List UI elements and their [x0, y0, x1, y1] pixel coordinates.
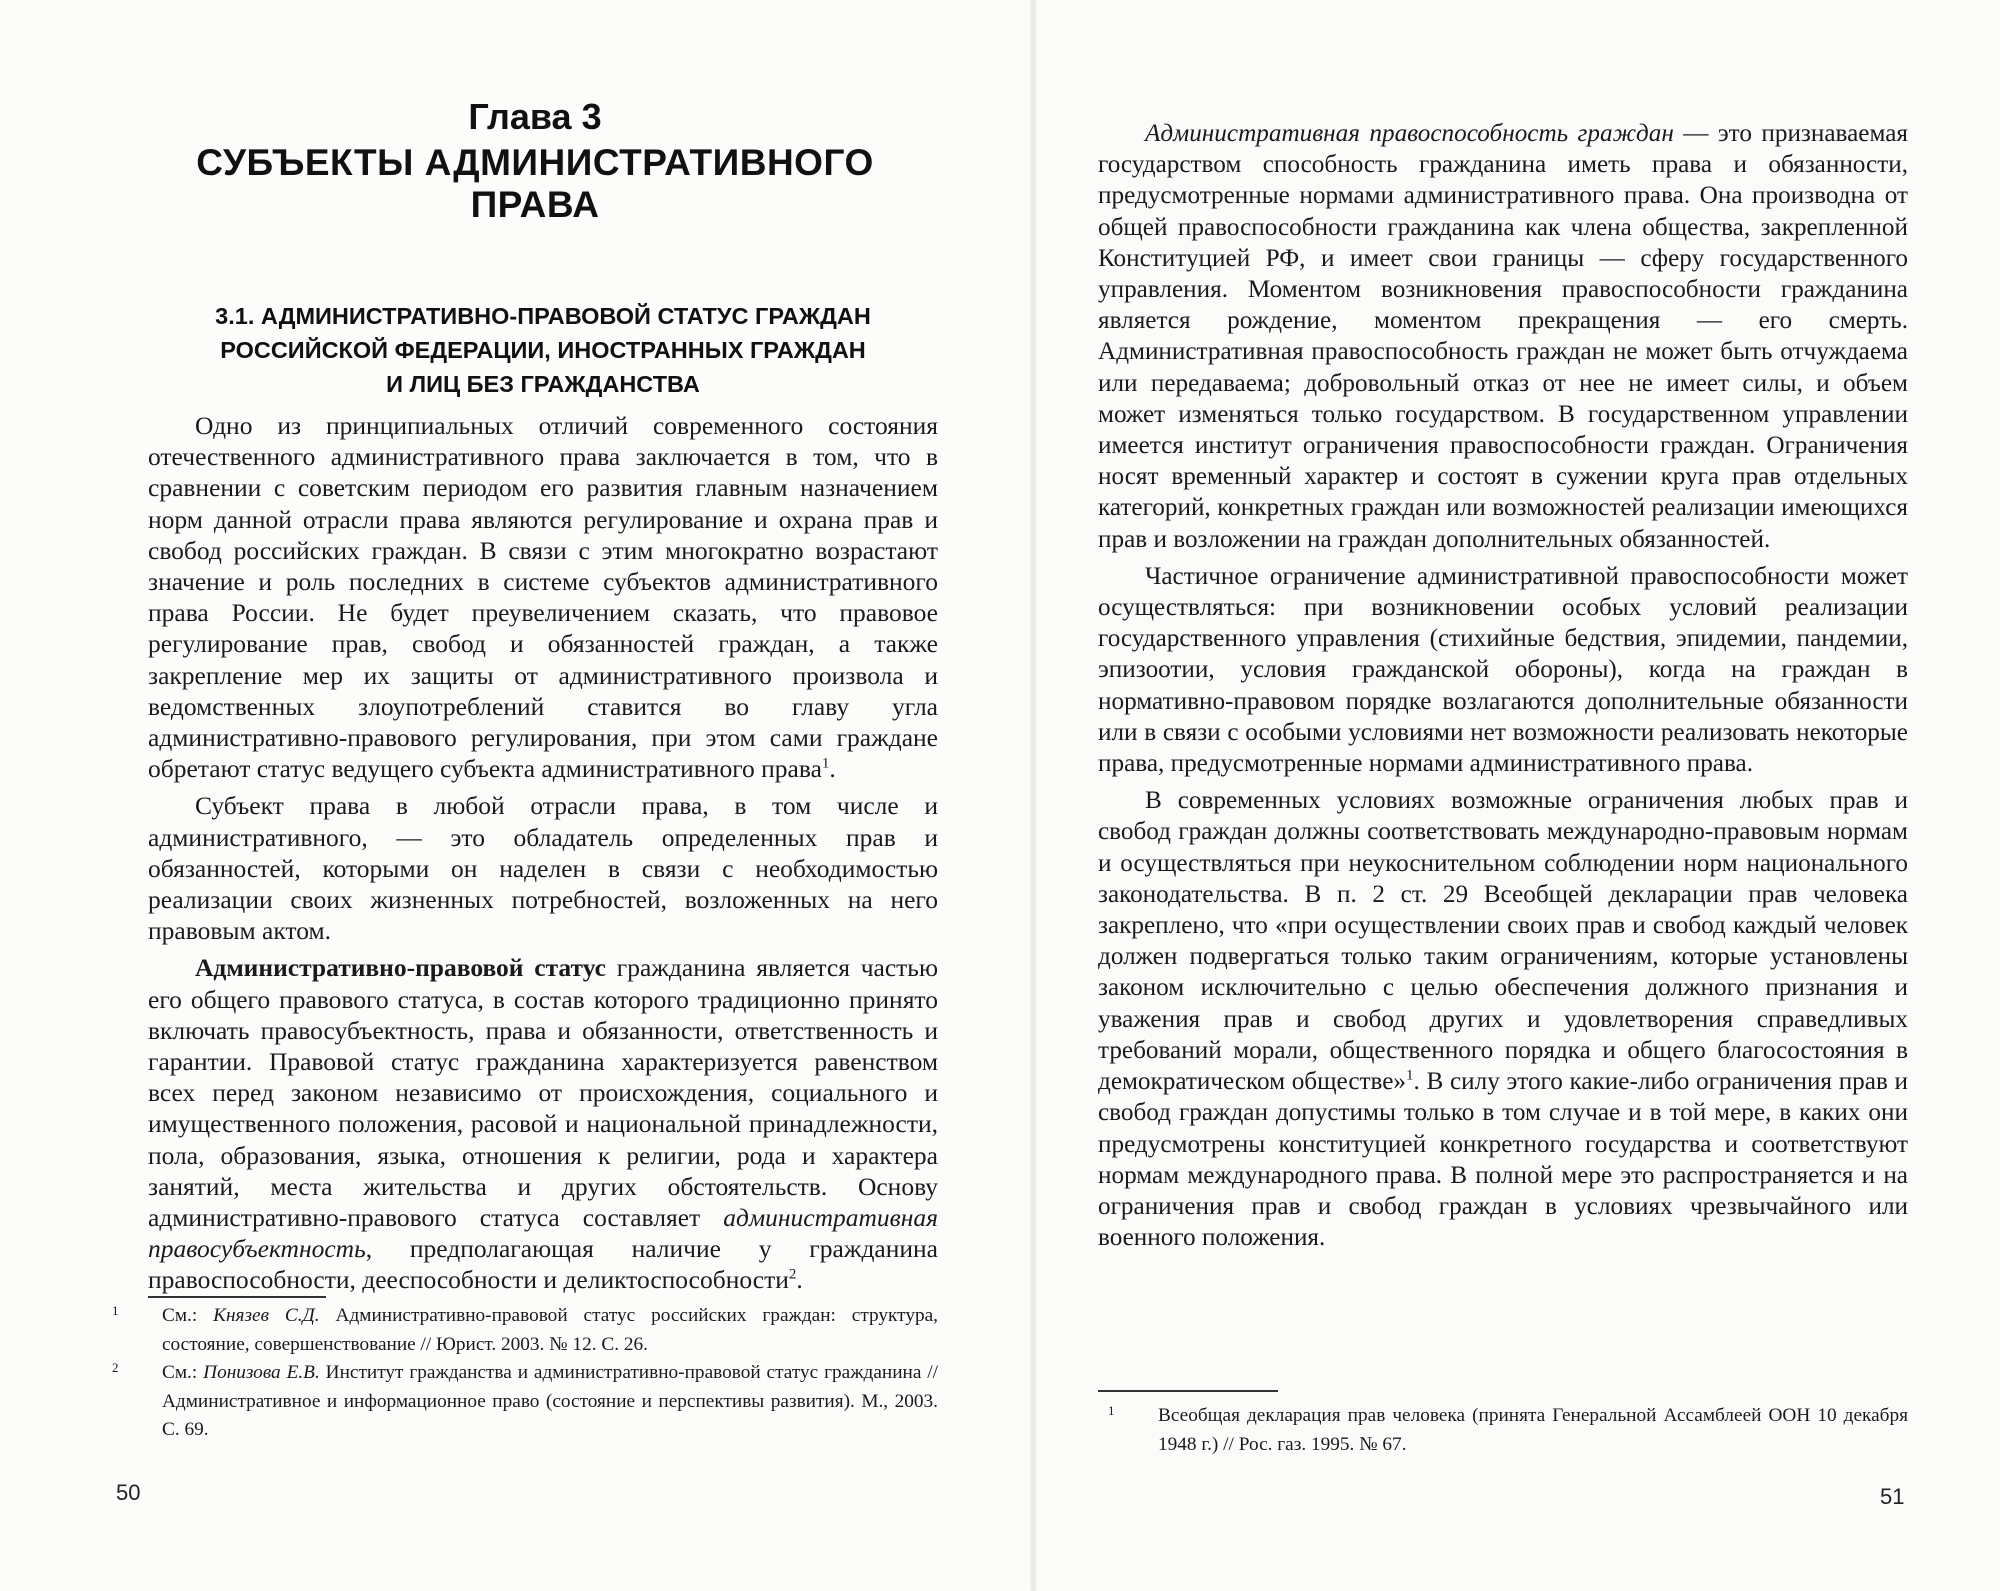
- footnote-number: 1: [112, 1303, 119, 1318]
- right-body-text: [1098, 118, 1908, 1253]
- footnote: [112, 1302, 938, 1359]
- footnote-separator: [148, 1296, 326, 1298]
- paragraph: Частичное ограничение административной правоспособности может осуществляться: при возникновении особых условий реализации государственного управления (стихийные бедствия, эпидемии, пандемии, эпизоотии, условия гражданской обороны), когда на граждан в нормативно-правовом порядке возлагаются дополнительные обязанности или в связи с особыми условиями нет возможности реализовать некоторые права, предусмотренные нормами административного права.: [1098, 562, 1908, 778]
- footnote-text: Всеобщая декларация прав человека (принята Генеральной Ассамблеей ООН 10 декабря 1948 г.) // Рос. газ. 1995. № 67.: [1158, 1405, 1908, 1455]
- footnote-text: См.: Князев С.Д. Административно-правовой статус российских граждан: структура, состояние, совершенствование // Юрист. 2003. № 12. С. 26.: [162, 1305, 938, 1355]
- footnote-author: Понизова Е.В.: [203, 1362, 320, 1383]
- paragraph: [1098, 118, 1908, 555]
- paragraph: Субъект права в любой отрасли права, в том числе и административного, — это обладатель определенных прав и обязанностей, которыми он наделен в связи с необходимостью реализации своих жизненных потребностей, возложенных на него правовым актом.: [148, 791, 938, 946]
- footnotes: [1108, 1402, 1908, 1459]
- footnote: [1108, 1402, 1908, 1459]
- section-title-line: 3.1. АДМИНИСТРАТИВНО-ПРАВОВОЙ СТАТУС ГРАЖДАН: [215, 303, 871, 329]
- footnote-author: Князев С.Д.: [213, 1305, 320, 1326]
- paragraph-text: Одно из принципиальных отличий современного состояния отечественного административного права заключается в том, что в сравнении с советским периодом его развития главным назначением норм данной отрасли права являются регулирование и охрана прав и свобод российских граждан. В связи с этим многократно возрастают значение и роль последних в системе субъектов административного права России. Не будет преувеличением сказать, что правовое регулирование прав, свобод и обязанностей граждан, а также закрепление мер их защиты от административного произвола и ведомственных злоупотреблений ставится во главу угла административно-правового регулирования, при этом сами граждане обретают статус ведущего субъекта административного права: [148, 411, 938, 784]
- paragraph: [1098, 785, 1908, 1253]
- footnote-ref: 1: [821, 755, 830, 772]
- page-number: 51: [1880, 1484, 1905, 1509]
- section-title-line: И ЛИЦ БЕЗ ГРАЖДАНСТВА: [386, 371, 700, 397]
- paragraph: Административно-правовой статус гражданина является частью его общего правового статуса, в состав которого традиционно принято включать правосубъектность, права и обязанности, ответственность и гарантии. Правовой статус гражданина характеризуется равенством всех перед законом независимо от происхождения, социального и имущественного положения, расовой и национальной принадлежности, пола, образования, языка, отношения к религии, рода и характера занятий, места жительства и других обстоятельств. Основу административно-правового статуса составляет административная правосубъектность, предполагающая наличие у гражданина правоспособности, дееспособности и деликтоспособности$^2$.: [148, 953, 938, 1295]
- page-number: 50: [116, 1480, 141, 1505]
- chapter-label: Глава 3: [468, 96, 602, 137]
- paragraph-text: — это признаваемая государством способность гражданина иметь права и обязанности, предусмотренные нормами административного права. Она производна от общей правоспособности гражданина как члена общества, закрепленной Конституцией РФ, и имеет свои границы — сферу государственного управления. Моментом возникновения правоспособности гражданина является рождение, моментом прекращения — его смерть. Административная правоспособность граждан не может быть отчуждаема или передаваема; добровольный отказ от нее не имеет силы, и объем может изменяться только государством. В государственном управлении имеется институт ограничения правоспособности граждан. Ограничения носят временный характер и состоят в сужении круга прав отдельных категорий, конкретных граждан или возможностей реализации имеющихся прав и возложении на граждан дополнительных обязанностей.: [1098, 120, 1908, 553]
- paragraph-text: гражданина является частью его общего правового статуса, в состав которого традиционно принято включать правосубъектность, права и обязанности, ответственность и гарантии. Правовой статус гражданина характеризуется равенством всех перед законом независимо от происхождения, социального и имущественного положения, расовой и национальной принадлежности, пола, образования, языка, отношения к религии, рода и характера занятий, места жительства и других обстоятельств. Основу административно-правового статуса составляет: [148, 953, 938, 1233]
- footnote-number: 2: [112, 1360, 119, 1375]
- footnotes: [112, 1302, 938, 1445]
- section-title: [148, 299, 938, 401]
- footnote-separator: [1098, 1390, 1278, 1392]
- footnote-text: См.: Понизова Е.В. Институт гражданства и административно-правовой статус гражданина // Административное и информационное право (состояние и перспективы развития). М., 2003. С. 69.: [162, 1362, 939, 1440]
- paragraph-text: В современных условиях возможные ограничения любых прав и свобод граждан должны соответствовать международно-правовым нормам и осуществляться при неукоснительном соблюдении норм национального законодательства. В п. 2 ст. 29 Всеобщей декларации прав человека закреплено, что «при осуществлении своих прав и свобод каждый человек должен подвергаться только таким ограничениям, которые установлены законом исключительно с целью обеспечения должного признания и уважения прав и свобод других и удовлетворения справедливых требований морали, общественного порядка и общего благосостояния в демократическом обществе»: [1098, 787, 1908, 1096]
- italic-term: административная правосубъектность: [148, 1203, 938, 1264]
- section-title-line: РОССИЙСКОЙ ФЕДЕРАЦИИ, ИНОСТРАННЫХ ГРАЖДАН: [220, 337, 866, 363]
- paragraph-text: . В силу этого какие-либо ограничения прав и свобод граждан допустимы только в том случае и в той мере, в каких они предусмотрены конституцией конкретного государства и соответствуют нормам международного права. В полной мере это распространяется и на ограничения прав и свобод граждан в условиях чрезвычайного или военного положения.: [1098, 1068, 1908, 1252]
- left-body-text: [148, 410, 938, 1296]
- bold-term: Административно-правовой статус: [195, 953, 606, 983]
- italic-term: Административная правоспособность граждан: [1145, 120, 1674, 147]
- paragraph: Одно из принципиальных отличий современного состояния отечественного административного права заключается в том, что в сравнении с советским периодом его развития главным назначением норм данной отрасли права являются регулирование и охрана прав и свобод российских граждан. В связи с этим многократно возрастают значение и роль последних в системе субъектов административного права России. Не будет преувеличением сказать, что правовое регулирование прав, свобод и обязанностей граждан, а также закрепление мер их защиты от административного произвола и ведомственных злоупотреблений ставится во главу угла административно-правового регулирования, при этом сами граждане обретают статус ведущего субъекта административного права$^1$.: [148, 411, 938, 784]
- paragraph-text: , предполагающая наличие у гражданина правоспособности, дееспособности и деликтоспособности: [148, 1234, 938, 1295]
- footnote-ref: 2: [788, 1266, 797, 1283]
- footnote-number: 1: [1108, 1403, 1115, 1418]
- footnote: [112, 1359, 938, 1445]
- chapter-title: СУБЪЕКТЫ АДМИНИСТРАТИВНОГО ПРАВА: [196, 142, 874, 225]
- footnote-ref: 1: [1406, 1067, 1414, 1084]
